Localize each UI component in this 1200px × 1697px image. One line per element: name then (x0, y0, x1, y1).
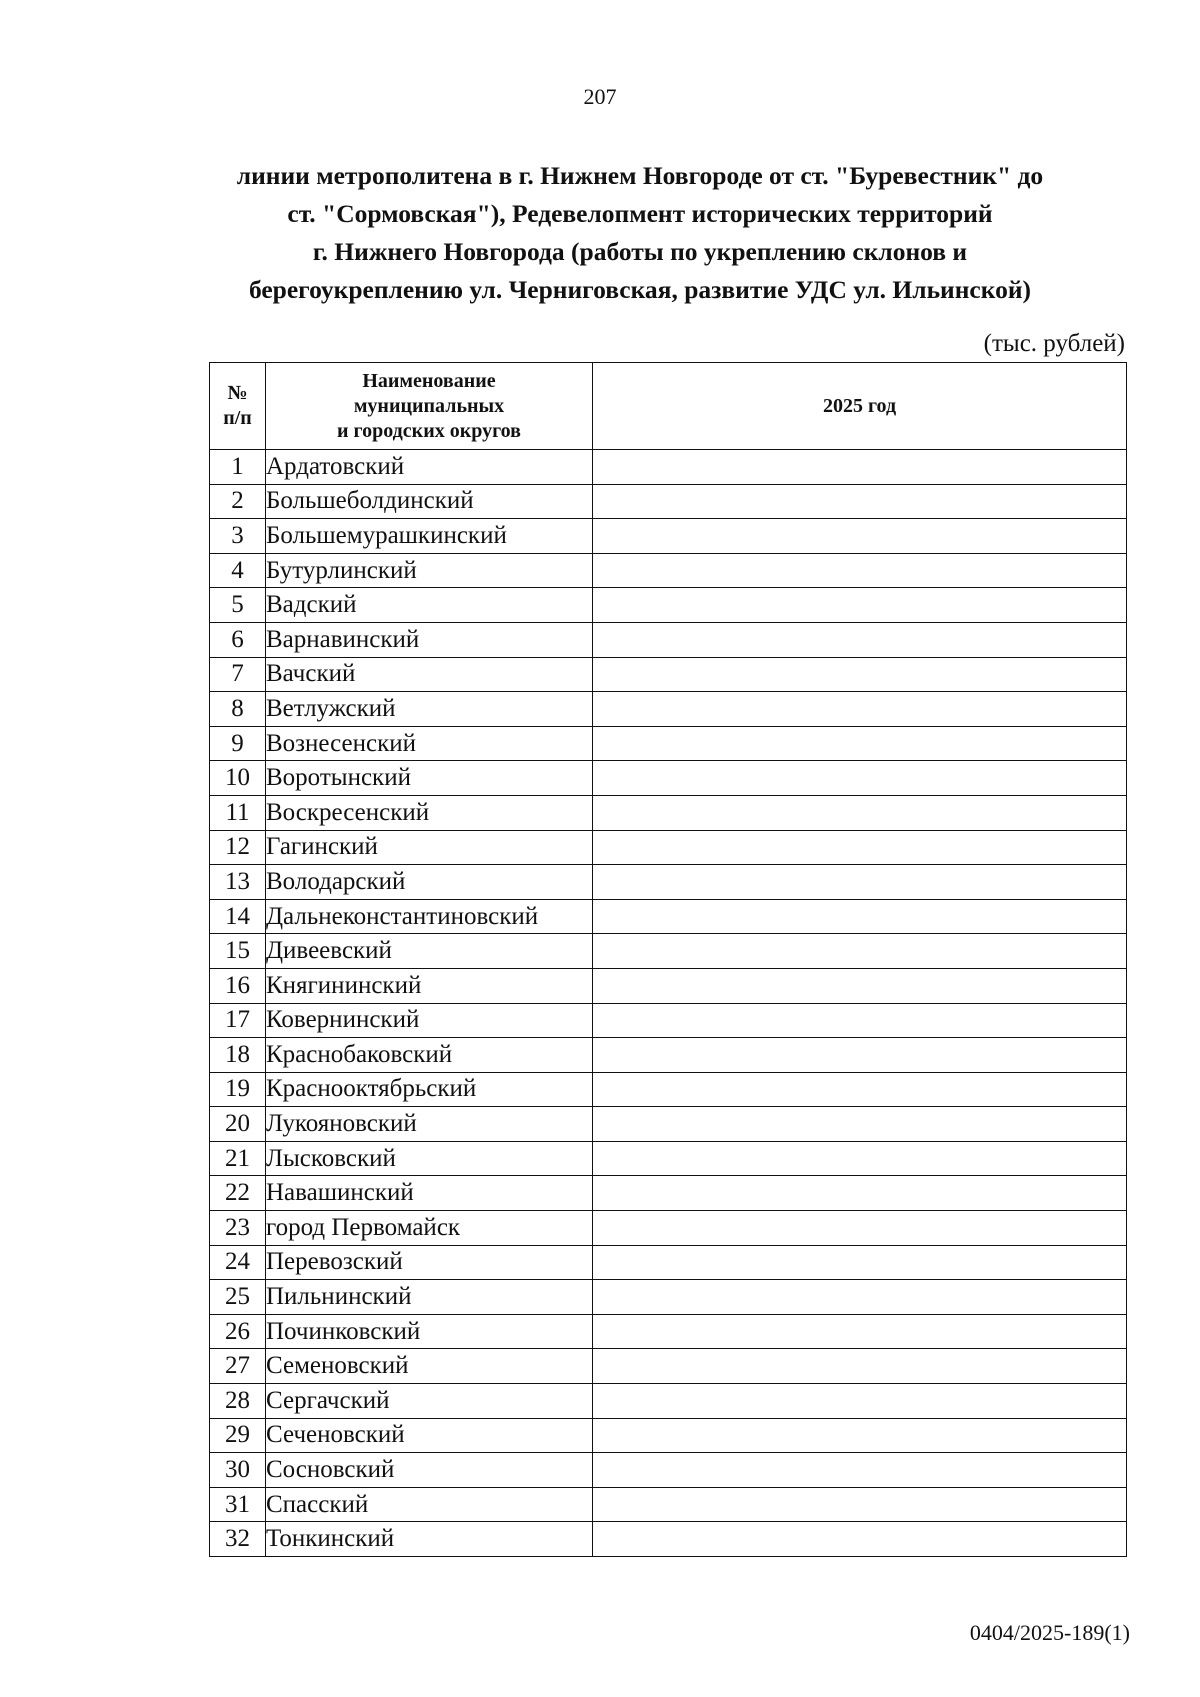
table-row (210, 1245, 1127, 1280)
municipality-name: Навашинский (266, 1176, 593, 1211)
row-number: 1 (210, 450, 266, 485)
value-2025 (593, 622, 1127, 657)
table-row (210, 450, 1127, 485)
municipality-name: Семеновский (266, 1349, 593, 1384)
header-name-line: муниципальных (353, 394, 505, 417)
table-row (210, 1522, 1127, 1557)
value-2025 (593, 484, 1127, 519)
municipality-name: Сеченовский (266, 1418, 593, 1453)
row-number: 28 (210, 1384, 266, 1419)
title-line: берегоукреплению ул. Черниговская, развитие УДС ул. Ильинской) (248, 275, 1032, 304)
table-row (210, 1211, 1127, 1246)
municipality-name: Дальнеконстантиновский (266, 899, 593, 934)
value-2025 (593, 1176, 1127, 1211)
table-row (210, 1141, 1127, 1176)
table-row (210, 1314, 1127, 1349)
row-number: 8 (210, 692, 266, 727)
municipality-name: Краснобаковский (266, 1038, 593, 1073)
title-line: ст. "Сормовская"), Редевелопмент исторических территорий (287, 199, 993, 228)
value-2025 (593, 1211, 1127, 1246)
value-2025 (593, 1245, 1127, 1280)
row-number: 30 (210, 1453, 266, 1488)
municipality-name: Спасский (266, 1487, 593, 1522)
municipality-name: Бутурлинский (266, 553, 593, 588)
row-number: 3 (210, 519, 266, 554)
row-number: 26 (210, 1314, 266, 1349)
header-number (210, 363, 266, 450)
table-header-row (210, 363, 1127, 450)
row-number: 18 (210, 1038, 266, 1073)
row-number: 21 (210, 1141, 266, 1176)
row-number: 12 (210, 830, 266, 865)
municipality-name: Воротынский (266, 761, 593, 796)
value-2025 (593, 450, 1127, 485)
row-number: 20 (210, 1107, 266, 1142)
row-number: 14 (210, 899, 266, 934)
table-row (210, 761, 1127, 796)
value-2025 (593, 1522, 1127, 1557)
table-row (210, 1107, 1127, 1142)
table-row (210, 899, 1127, 934)
value-2025 (593, 1349, 1127, 1384)
municipality-name: Ветлужский (266, 692, 593, 727)
document-title (150, 157, 1130, 309)
municipality-name: Вачский (266, 657, 593, 692)
table-row (210, 726, 1127, 761)
value-2025 (593, 1314, 1127, 1349)
row-number: 27 (210, 1349, 266, 1384)
row-number: 2 (210, 484, 266, 519)
table-row (210, 865, 1127, 900)
value-2025 (593, 1453, 1127, 1488)
row-number: 11 (210, 795, 266, 830)
table-row (210, 1072, 1127, 1107)
value-2025 (593, 830, 1127, 865)
value-2025 (593, 1384, 1127, 1419)
row-number: 19 (210, 1072, 266, 1107)
row-number: 10 (210, 761, 266, 796)
value-2025 (593, 1487, 1127, 1522)
municipality-name: Вознесенский (266, 726, 593, 761)
value-2025 (593, 968, 1127, 1003)
table-row (210, 553, 1127, 588)
row-number: 22 (210, 1176, 266, 1211)
header-name (266, 363, 593, 450)
municipality-name: Сергачский (266, 1384, 593, 1419)
municipality-name: Варнавинский (266, 622, 593, 657)
value-2025 (593, 553, 1127, 588)
value-2025 (593, 1280, 1127, 1315)
value-2025 (593, 899, 1127, 934)
value-2025 (593, 1141, 1127, 1176)
municipality-name: Володарский (266, 865, 593, 900)
value-2025 (593, 1107, 1127, 1142)
municipality-name: город Первомайск (266, 1211, 593, 1246)
value-2025 (593, 761, 1127, 796)
municipality-name: Гагинский (266, 830, 593, 865)
municipality-name: Краснооктябрьский (266, 1072, 593, 1107)
value-2025 (593, 657, 1127, 692)
municipality-name: Вадский (266, 588, 593, 623)
municipality-name: Лысковский (266, 1141, 593, 1176)
municipality-name: Большемурашкинский (266, 519, 593, 554)
row-number: 13 (210, 865, 266, 900)
table-row (210, 1453, 1127, 1488)
table-row (210, 1487, 1127, 1522)
row-number: 7 (210, 657, 266, 692)
table-row (210, 934, 1127, 969)
municipality-name: Большеболдинский (266, 484, 593, 519)
municipality-name: Воскресенский (266, 795, 593, 830)
table-body (210, 450, 1127, 1557)
row-number: 15 (210, 934, 266, 969)
table-row (210, 1280, 1127, 1315)
row-number: 29 (210, 1418, 266, 1453)
row-number: 32 (210, 1522, 266, 1557)
table-row (210, 795, 1127, 830)
value-2025 (593, 1418, 1127, 1453)
value-2025 (593, 865, 1127, 900)
value-2025 (593, 1038, 1127, 1073)
table-row (210, 588, 1127, 623)
row-number: 23 (210, 1211, 266, 1246)
page-number: 207 (583, 84, 617, 109)
value-2025 (593, 1072, 1127, 1107)
row-number: 31 (210, 1487, 266, 1522)
municipality-name: Ковернинский (266, 1003, 593, 1038)
header-name-line: Наименование (362, 369, 496, 392)
value-2025 (593, 795, 1127, 830)
header-number-line: № (227, 382, 248, 404)
header-number-line: п/п (223, 407, 252, 429)
value-2025 (593, 934, 1127, 969)
municipality-name: Лукояновский (266, 1107, 593, 1142)
units-label: (тыс. рублей) (983, 330, 1125, 357)
row-number: 16 (210, 968, 266, 1003)
header-name-line: и городских округов (337, 419, 521, 442)
table-row (210, 1176, 1127, 1211)
row-number: 5 (210, 588, 266, 623)
table-row (210, 1384, 1127, 1419)
municipality-name: Перевозский (266, 1245, 593, 1280)
value-2025 (593, 726, 1127, 761)
table-row (210, 1349, 1127, 1384)
value-2025 (593, 519, 1127, 554)
municipality-name: Тонкинский (266, 1522, 593, 1557)
title-line: линии метрополитена в г. Нижнем Новгороде от ст. "Буревестник" до (236, 161, 1044, 190)
row-number: 25 (210, 1280, 266, 1315)
table-row (210, 657, 1127, 692)
municipality-name: Сосновский (266, 1453, 593, 1488)
table-row (210, 1418, 1127, 1453)
title-line: г. Нижнего Новгорода (работы по укреплению склонов и (312, 237, 968, 266)
municipality-name: Починковский (266, 1314, 593, 1349)
row-number: 9 (210, 726, 266, 761)
table-row (210, 1038, 1127, 1073)
value-2025 (593, 692, 1127, 727)
table-row (210, 484, 1127, 519)
table-row (210, 968, 1127, 1003)
table-row (210, 692, 1127, 727)
municipality-name: Пильнинский (266, 1280, 593, 1315)
table-row (210, 1003, 1127, 1038)
row-number: 17 (210, 1003, 266, 1038)
municipality-name: Дивеевский (266, 934, 593, 969)
row-number: 6 (210, 622, 266, 657)
document-code: 0404/2025-189(1) (969, 1620, 1130, 1645)
header-year: 2025 год (593, 363, 1127, 450)
row-number: 4 (210, 553, 266, 588)
table-row (210, 519, 1127, 554)
table-row (210, 830, 1127, 865)
municipalities-table (209, 362, 1127, 1557)
table-row (210, 622, 1127, 657)
row-number: 24 (210, 1245, 266, 1280)
municipality-name: Ардатовский (266, 450, 593, 485)
value-2025 (593, 1003, 1127, 1038)
value-2025 (593, 588, 1127, 623)
municipality-name: Княгининский (266, 968, 593, 1003)
